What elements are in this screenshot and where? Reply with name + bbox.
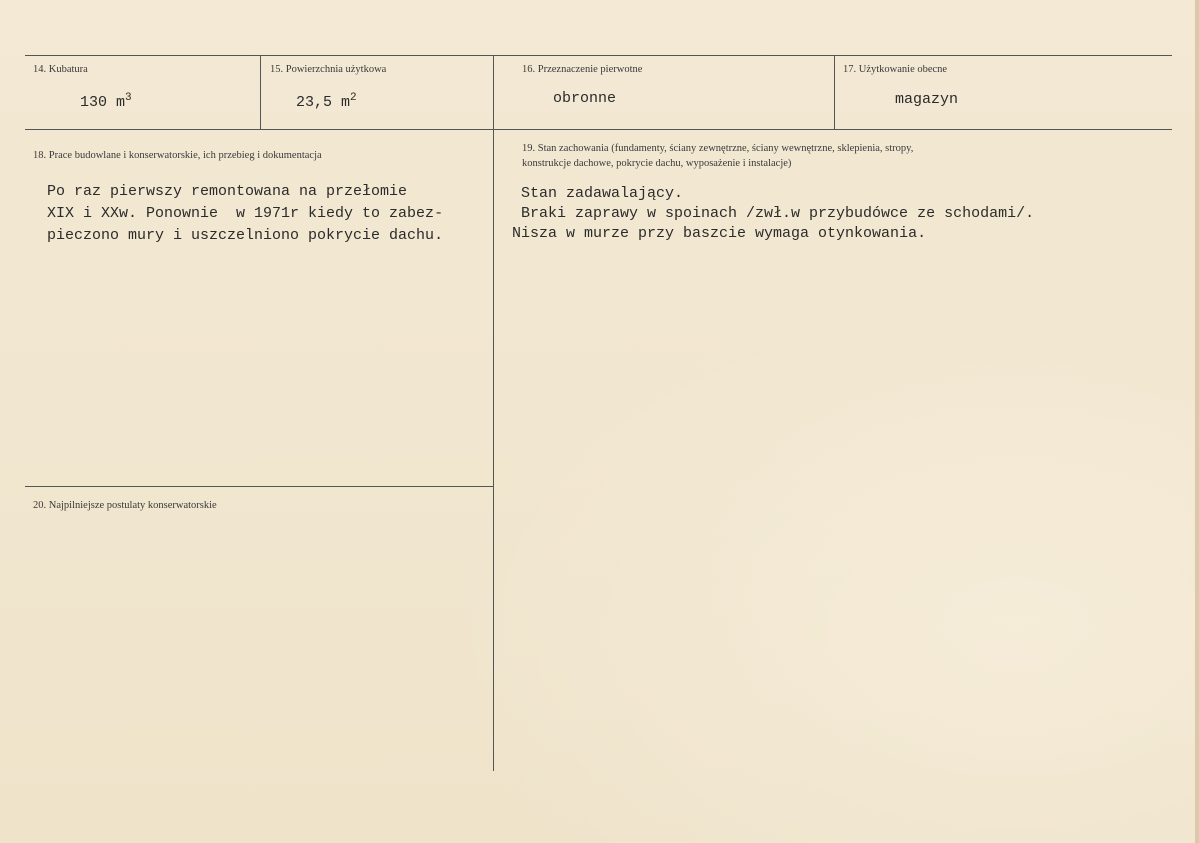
top-rule [25, 55, 1172, 56]
prace-label: 18. Prace budowlane i konserwatorskie, ich przebieg i dokumentacja [33, 150, 322, 161]
stan-label-line-2: konstrukcje dachowe, pokrycie dachu, wyposażenie i instalacje) [522, 158, 792, 169]
stan-line-1: Stan zadawalający. [521, 185, 684, 202]
divider-14-15 [260, 55, 261, 129]
kubatura-value: 130 $m^3$ [80, 92, 132, 111]
prace-line-1: Po raz pierwszy remontowana na przełomie [47, 183, 408, 200]
prace-line-3: pieczono mury i uszczelniono pokrycie dachu. [47, 227, 444, 244]
postulaty-label: 20. Najpilniejsze postulaty konserwatorskie [33, 500, 217, 511]
kubatura-label: 14. Kubatura [33, 64, 88, 75]
przeznaczenie-label: 16. Przeznaczenie pierwotne [522, 64, 643, 75]
row2-bottom-rule [25, 486, 493, 487]
powierzchnia-value: 23,5 $m^2$ [296, 92, 357, 111]
row1-bottom-rule [25, 129, 1172, 130]
stan-label-line-1: 19. Stan zachowania (fundamenty, ściany zewnętrzne, ściany wewnętrzne, sklepienia, stropy, [522, 143, 914, 154]
stan-line-2: Braki zaprawy w spoinach /zwł.w przybudówce ze schodami/. [521, 205, 1035, 222]
powierzchnia-label: 15. Powierzchnia użytkowa [270, 64, 387, 75]
prace-line-2: XIX i XXw. Ponownie w 1971r kiedy to zabez- [47, 205, 444, 222]
uzytkowanie-label: 17. Użytkowanie obecne [843, 64, 948, 75]
divider-16-17 [834, 55, 835, 129]
uzytkowanie-value: magazyn [895, 91, 959, 108]
stan-line-3: Nisza w murze przy baszcie wymaga otynkowania. [512, 225, 927, 242]
przeznaczenie-value: obronne [553, 90, 617, 107]
divider-15-16 [493, 55, 494, 771]
